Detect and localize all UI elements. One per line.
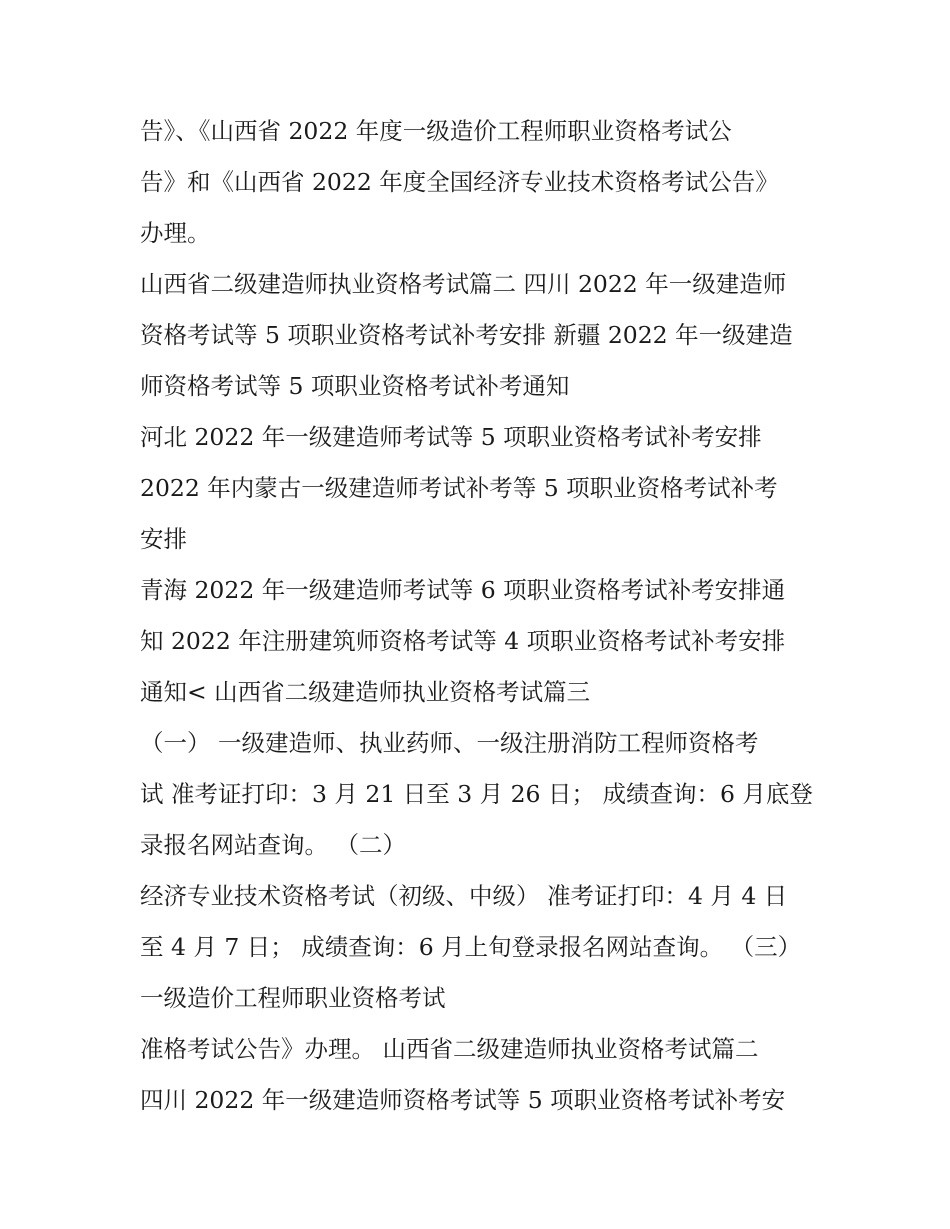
text-line: 一级造价工程师职业资格考试	[140, 984, 446, 1012]
text-line: （一） 一级建造师、执业药师、一级注册消防工程师资格考	[140, 729, 759, 757]
text-line: 2022 年内蒙古一级建造师考试补考等 5 项职业资格考试补考	[140, 474, 778, 502]
text-line: 资格考试等 5 项职业资格考试补考安排 新疆 2022 年一级建造	[140, 321, 793, 349]
text-line: 四川 2022 年一级建造师资格考试等 5 项职业资格考试补考安	[140, 1086, 786, 1114]
text-line: 经济专业技术资格考试（初级、中级） 准考证打印：4 月 4 日	[140, 882, 788, 910]
text-line: 师资格考试等 5 项职业资格考试补考通知	[140, 372, 570, 400]
text-line: 河北 2022 年一级建造师考试等 5 项职业资格考试补考安排	[140, 423, 762, 451]
text-line: 准格考试公告》办理。 山西省二级建造师执业资格考试篇二	[140, 1035, 759, 1063]
text-line: 至 4 月 7 日； 成绩查询：6 月上旬登录报名网站查询。 （三）	[140, 933, 802, 961]
text-line: 办理。	[140, 219, 211, 247]
text-line: 试 准考证打印：3 月 21 日至 3 月 26 日； 成绩查询：6 月底登	[140, 780, 813, 808]
text-line: 安排	[140, 525, 187, 553]
text-line: 通知< 山西省二级建造师执业资格考试篇三	[140, 678, 591, 706]
text-line: 知 2022 年注册建筑师资格考试等 4 项职业资格考试补考安排	[140, 627, 786, 655]
text-line: 录报名网站查询。 （二）	[140, 831, 406, 859]
document-body-text	[140, 106, 820, 1126]
text-line: 告》和《山西省 2022 年度全国经济专业技术资格考试公告》	[140, 168, 779, 196]
text-line: 青海 2022 年一级建造师考试等 6 项职业资格考试补考安排通	[140, 576, 786, 604]
text-line: 山西省二级建造师执业资格考试篇二 四川 2022 年一级建造师	[140, 270, 787, 298]
text-line: 告》、《山西省 2022 年度一级造价工程师职业资格考试公	[140, 117, 732, 145]
